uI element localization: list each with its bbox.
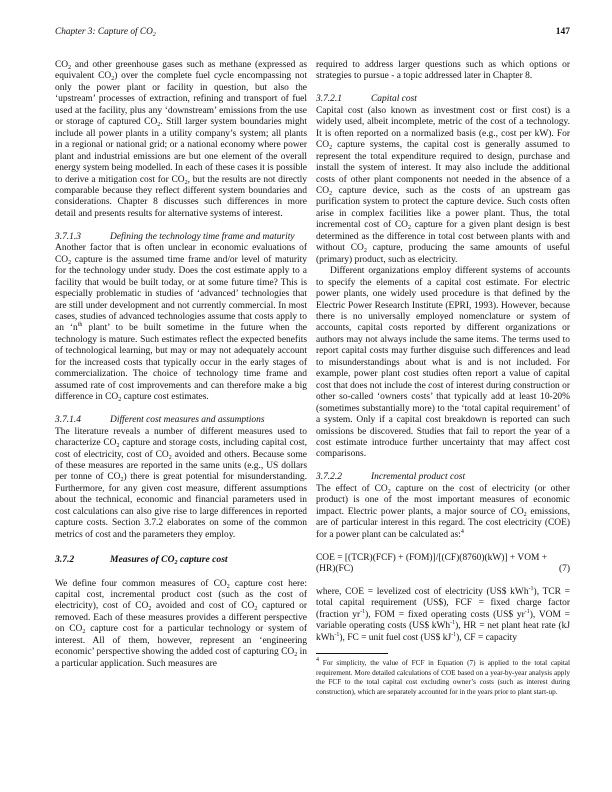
heading-3-7-2-1: 3.7.2.1 Capital cost xyxy=(316,94,417,105)
running-head: Chapter 3: Capture of $CO_2$ xyxy=(55,27,156,38)
paragraph-cost-measures: The literature reveals a number of different measures used to characterize $CO_2$ capture and storage costs, including capital cost, cost of electricity, cost of $CO_2$ avoided and others. Because some of these measures are reported in the same units (e.g., US dollars per tonne of $CO_2$) there is great potential for misunderstanding. Furthermore, for any given cost measure, different assumptions about the technical, economic and financial parameters used in cost calculations can also give rise to large differences in reported capture costs. Section 3.7.2 elaborates on some of the common metrics of cost and the parameters they employ. xyxy=(55,426,308,540)
heading-3-7-1-3: 3.7.1.3 Defining the technology time frame and maturity xyxy=(55,231,295,242)
heading-3-7-2-2: 3.7.2.2 Incremental product cost xyxy=(316,472,466,483)
intro-paragraph: $CO_2$ and other greenhouse gases such as methane (expressed as equivalent $CO_2$) over the complete fuel cycle encompassing not only the power plant or facility in question, but also the ‘upstream’ processes of extraction, refining and transport of fuel used at the facility, plus any ‘downstream’ emissions from the use or storage of captured $CO_2$. Still larger system boundaries might include all power plants in a utility company’s system; all plants in a regional or national grid; or a national economy where power plant and industrial emissions are but one element of the overall energy system being modelled. In each of these cases it is possible to derive a mitigation cost for $CO_2$, but the results are not directly comparable because they reflect different system boundaries and considerations. Chapter 8 discusses such differences in more detail and presents results for alternative systems of interest. xyxy=(55,60,308,219)
paragraph-time-frame: Another factor that is often unclear in economic evaluations of $CO_2$ capture is the assumed time frame and/or level of maturity for the technology under study. Does the cost estimate apply to a facility that would be built today, or at some future time? This is especially problematic in studies of ‘advanced’ technologies that are still under development and not currently commercial. In most cases, studies of advanced technologies assume that costs apply to an ‘$n^{th}$ plant’ to be built sometime in the future when the technology is mature. Such estimates reflect the expected benefits of technological learning, but may or may not adequately account for the increased costs that typically occur in the early stages of commercialization. The choice of technology time frame and assumed rate of cost improvements and can therefore make a big difference in $CO_2$ capture cost estimates. xyxy=(55,243,307,404)
continuation-paragraph: required to address larger questions such as which options or strategies to pursue - a topic addressed later in Chapter 8. xyxy=(316,60,570,82)
heading-3-7-1-4: 3.7.1.4 Different cost measures and assumptions xyxy=(55,415,265,426)
paragraph-capital-cost: Capital cost (also known as investment cost or first cost) is a widely used, albeit incomplete, metric of the cost of a technology. It is often reported on a normalized basis (e.g., cost per kW). For $CO_2$ capture systems, the capital cost is generally assumed to represent the total expenditure required to design, purchase and install the system of interest. It may also include the additional costs of other plant components not needed in the absence of a $CO_2$ capture device, such as the costs of an upstream gas purification system to protect the capture device. Such costs often arise in complex facilities like a power plant. Thus, the total incremental cost of $CO_2$ capture for a given plant design is best determined as the difference in total cost between plants with and without $CO_2$ capture, producing the same amounts of useful (primary) product, such as electricity. xyxy=(316,105,571,265)
heading-3-7-2: 3.7.2 Measures of $CO_2$ capture cost xyxy=(55,554,228,567)
footnote-divider xyxy=(316,653,388,654)
equation-number: (7) xyxy=(558,564,570,575)
equation-7: COE = [(TCR)(FCF) + (FOM)]/[(CF)(8760)(kW)] + VOM + (HR)(FC) (7) xyxy=(316,552,570,575)
page-header xyxy=(55,27,570,41)
paragraph-incremental-cost: The effect of $CO_2$ capture on the cost of electricity (or other product) is one of the most important measures of economic impact. Electric power plants, a major source of $CO_2$ emissions, are of particular interest in this regard. The cost electricity (COE) for a power plant can be calculated as:$^4$ xyxy=(316,483,570,540)
left-column xyxy=(55,60,307,670)
paragraph-accounts: Different organizations employ different systems of accounts to specify the elements of a capital cost estimate. For electric power plants, one widely used procedure is that defined by the Electric Power Research Institute (EPRI, 1993). However, because there is no universally employed nomenclature or system of accounts, capital costs reported by different organizations or authors may not always include the same items. The terms used to report capital costs may further disguise such differences and lead to misunderstandings about what is and is not included. For example, power plant cost studies often report a value of capital cost that does not include the cost of interest during construction or other so-called ‘owners costs’ that typically add at least 10-20% (sometimes substantially more) to the ‘total capital requirement’ of a system. Only if a capital cost breakdown is reported can such omissions be discovered. Studies that fail to report the year of a cost estimate introduce further uncertainty that may affect cost comparisons. xyxy=(316,266,570,460)
page-number: 147 xyxy=(555,27,570,37)
right-column xyxy=(316,60,570,697)
footnote-4: $^4$ For simplicity, the value of FCF in Equation (7) is applied to the total capital requirement. More detailed calculations of COE based on a year-by-year analysis apply the FCF to the total capital cost excluding owner’s costs (such as interest during construction), which are separately accounted for in the years prior to plant start-up. xyxy=(316,657,570,696)
paragraph-measures: We define four common measures of $CO_2$ capture cost here: capital cost, incremental product cost (such as the cost of electricity), cost of $CO_2$ avoided and cost of $CO_2$ captured or removed. Each of these measures provides a different perspective on $CO_2$ capture cost for a particular technology or system of interest. All of them, however, represent an ‘engineering economic’ perspective showing the added cost of capturing $CO_2$ in a particular application. Such measures are xyxy=(55,578,308,669)
paragraph-where: where, COE = levelized cost of electricity (US$ kWh$^{-1}$), TCR = total capital requirement (US$), FCF = fixed charge factor (fraction $yr^{-1}$), FOM = fixed operating costs (US$ $yr^{-1}$), VOM = variable operating costs (US$ kWh$^{-1}$), HR = net plant heat rate (kJ kWh$^{-1}$), FC = unit fuel cost (US$ $kJ^{-1}$), CF = capacity xyxy=(316,586,571,643)
